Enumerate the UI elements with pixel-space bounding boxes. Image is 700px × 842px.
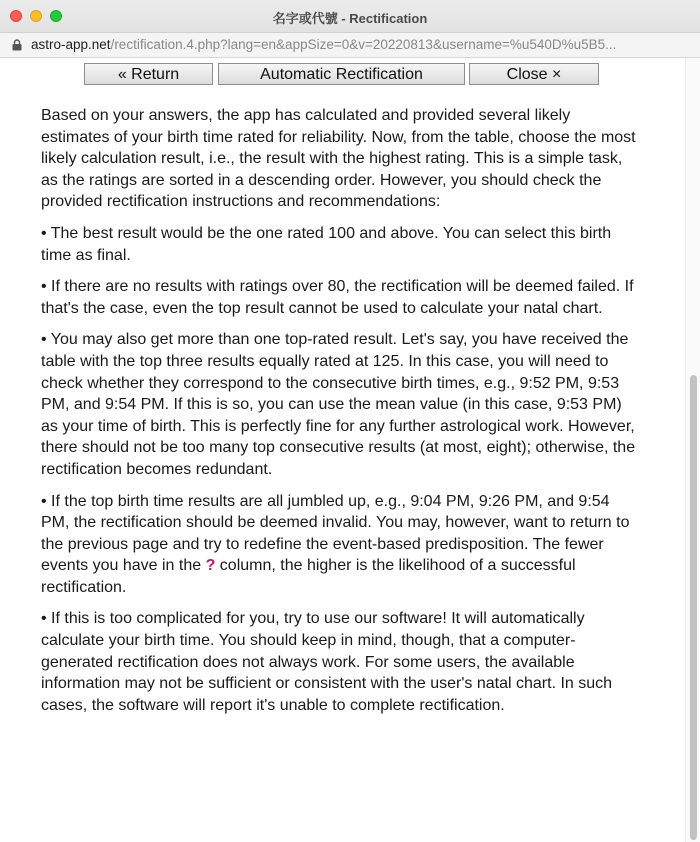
automatic-rectification-button[interactable]: Automatic Rectification: [218, 63, 465, 85]
jumbled-text-end: column, the higher is the likelihood of a successful rectification.: [41, 557, 576, 596]
window-title: 名字或代號 - Rectification: [272, 11, 428, 26]
close-button[interactable]: Close ×: [469, 63, 599, 85]
bullet-jumbled-results: [41, 491, 641, 599]
instructions-text: [41, 105, 641, 726]
lock-icon: [12, 39, 22, 51]
bullet-best-result: • The best result would be the one rated 100 and above. You can select this birth time as final.: [41, 224, 612, 264]
page-content: [0, 58, 686, 842]
address-bar[interactable]: [0, 33, 700, 58]
url-host: astro-app.net: [31, 37, 111, 52]
question-mark-icon: ?: [205, 557, 216, 575]
url-path: /rectification.4.php?lang=en&appSize=0&v=20220813&username=%u540D%u5B5...: [110, 37, 617, 52]
title-bar: [0, 0, 700, 33]
bullet-multiple-top: • You may also get more than one top-rated result. Let's say, you have received the table with the top three results equally rated at 125. In this case, you will need to check whether they correspond to the consecutive birth times, e.g., 9:52 PM, 9:53 PM, and 9:54 PM. If this is so, you can use the mean value (in this case, 9:53 PM) as your time of birth. This is perfectly fine for any further astrological work. However, there should not be too many top consecutive results (at most, eight); otherwise, the rectification becomes redundant.: [41, 331, 636, 478]
return-button[interactable]: « Return: [84, 63, 213, 85]
bullet-no-results: • If there are no results with ratings over 80, the rectification will be deemed failed. If that's the case, even the top result cannot be used to calculate your natal chart.: [41, 278, 634, 317]
scrollbar[interactable]: [685, 58, 700, 842]
scrollbar-thumb[interactable]: [690, 375, 697, 840]
jumbled-text-start: • If the top birth time results are all jumbled up, e.g., 9:04 PM, 9:26 PM, and 9:54 PM, the rectification should be deemed invalid. You may, however, want to return to the previous page and try to redefine the event-based predisposition. The fewer events you have in the: [41, 492, 630, 575]
bullet-software: • If this is too complicated for you, try to use our software! It will automatically calculate your birth time. You should keep in mind, though, that a computer-generated rectification does not always work. For some users, the available information may not be sufficient or consistent with the user's natal chart. In such cases, the software will report it's unable to complete rectification.: [41, 610, 613, 714]
url-text[interactable]: [31, 33, 616, 57]
intro-paragraph: Based on your answers, the app has calculated and provided several likely estimates of your birth time rated for reliability. Now, from the table, choose the most likely calculation result, i.e., the result with the highest rating. This is a simple task, as the ratings are sorted in a descending order. However, you should check the provided rectification instructions and recommendations:: [41, 107, 636, 211]
